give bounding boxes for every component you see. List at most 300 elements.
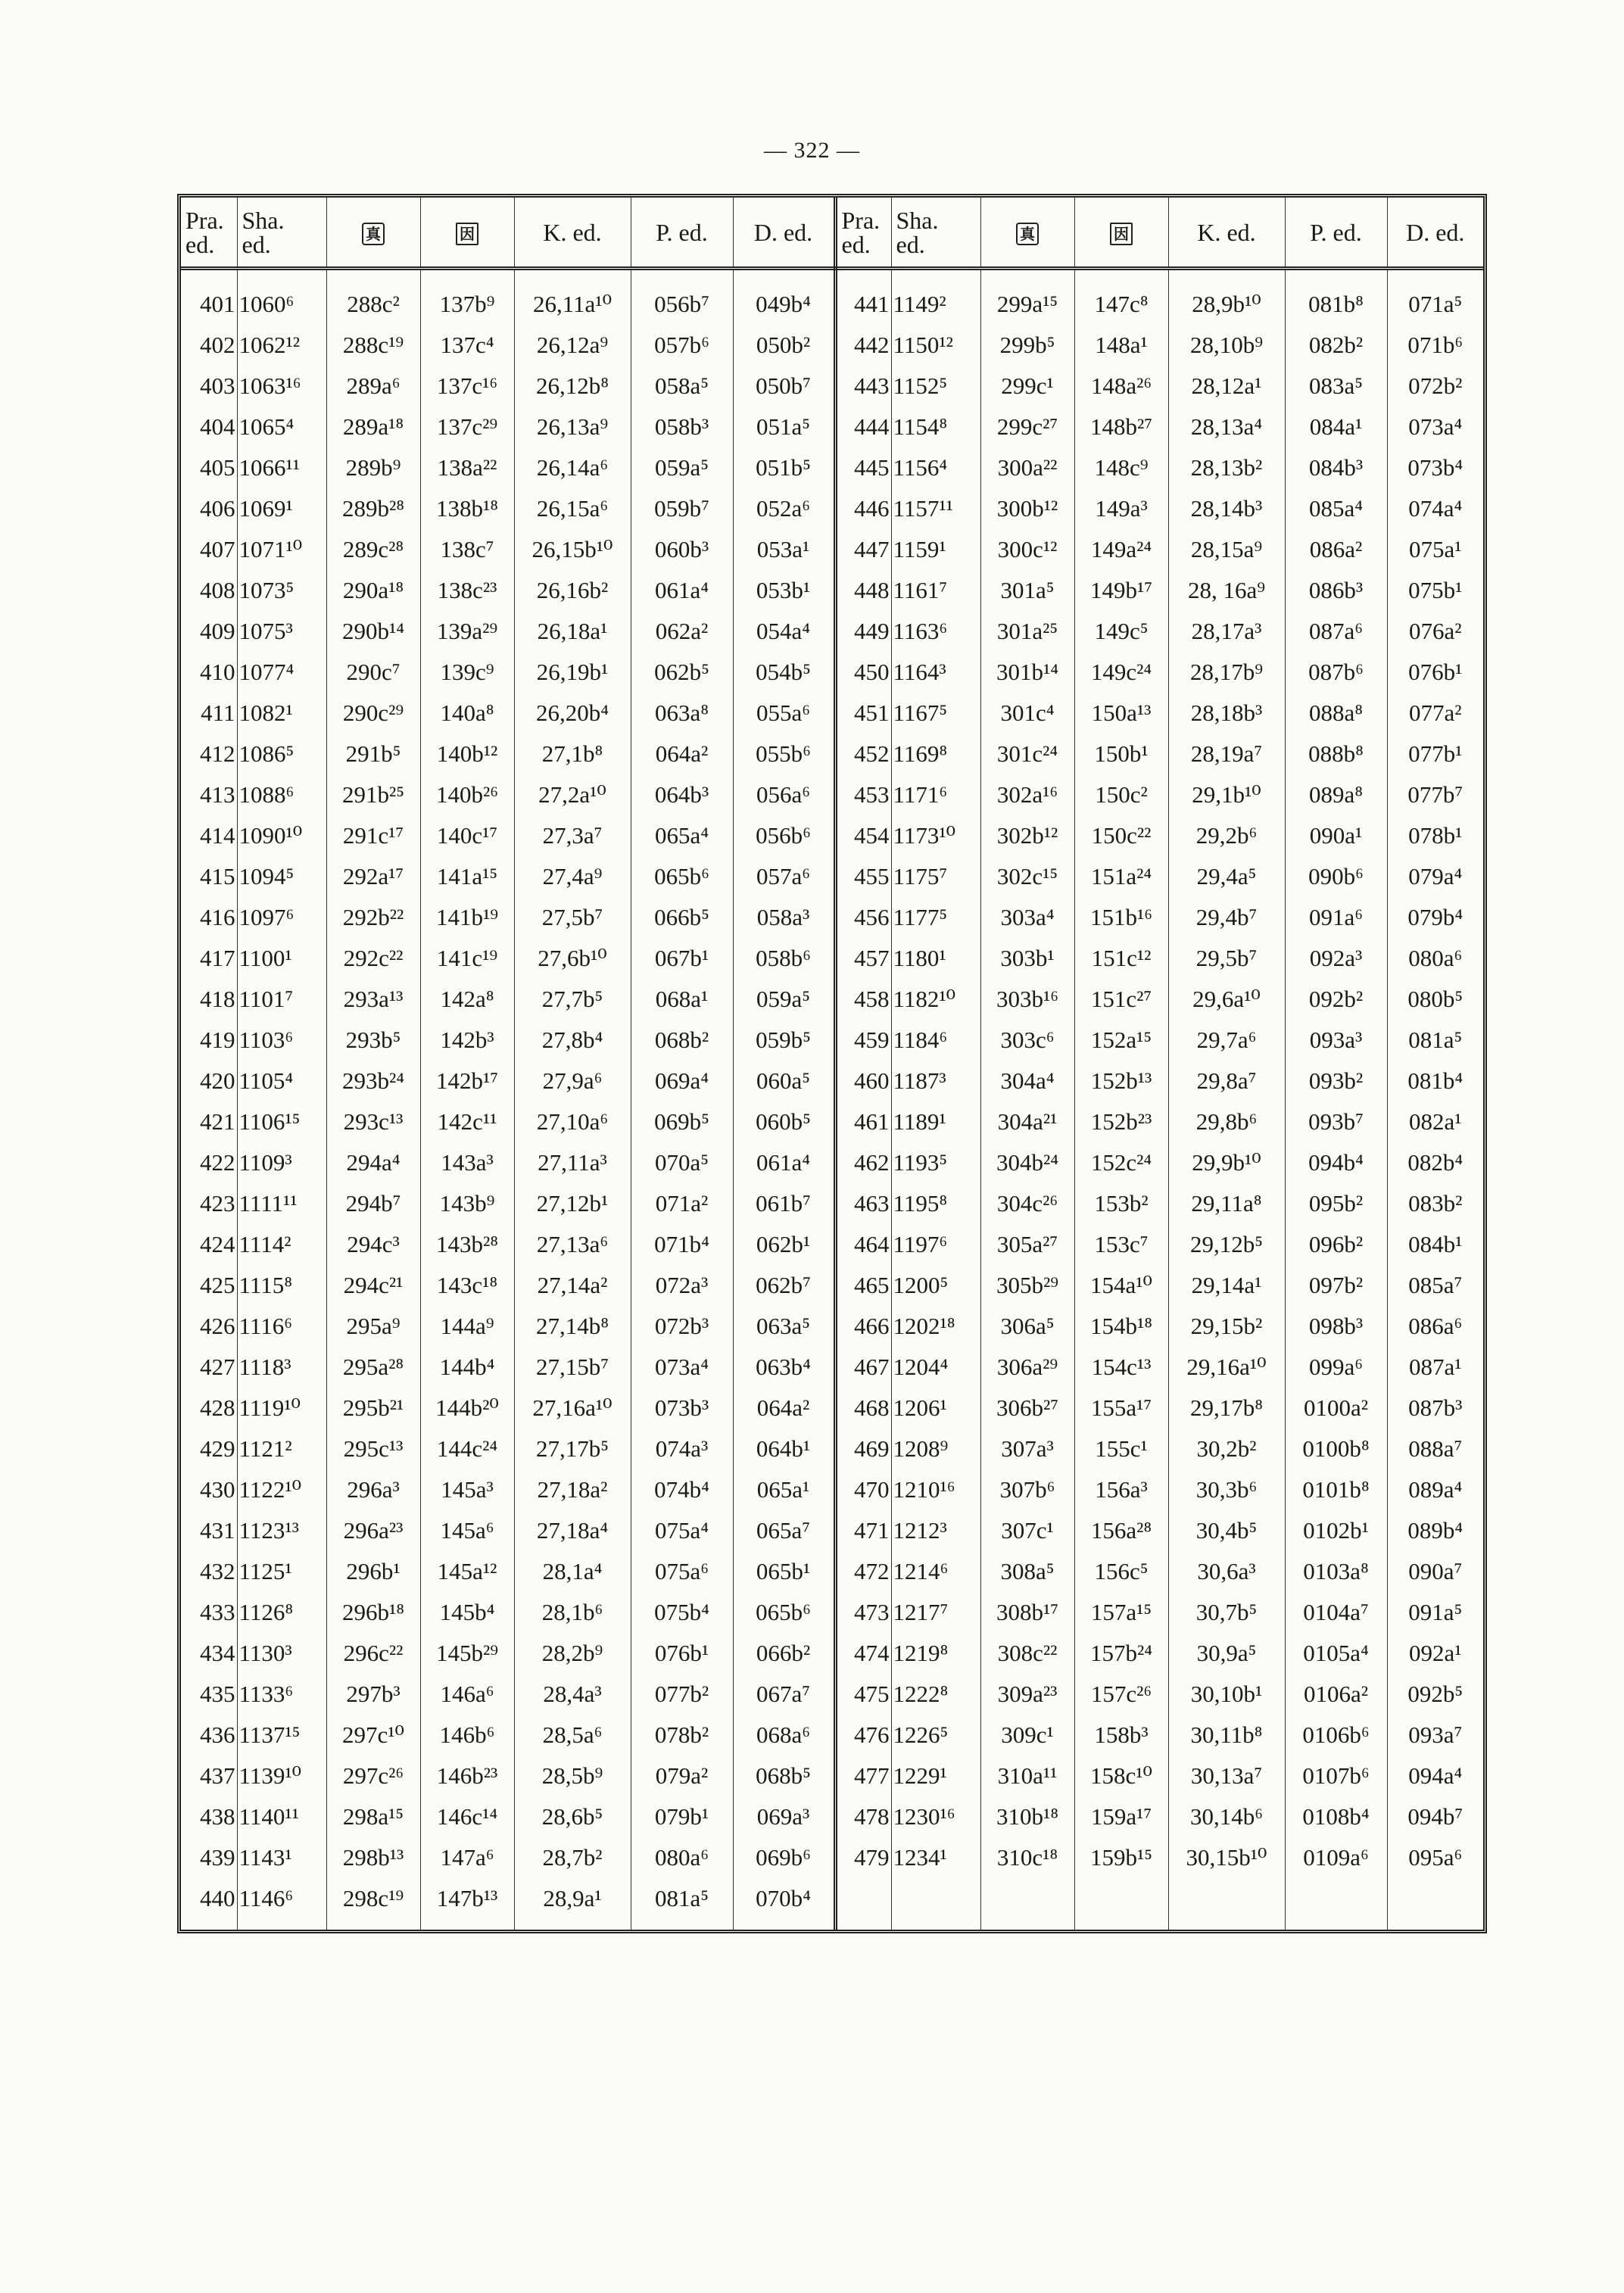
cell-left-k-ed: 27,8b⁴ bbox=[514, 1020, 631, 1061]
boxed-glyph-icon: 因 bbox=[456, 223, 478, 245]
cell-left-pra-ed: 409 bbox=[181, 611, 237, 652]
table-row bbox=[181, 1837, 1483, 1878]
cell-left-d-ed: 053a¹ bbox=[733, 529, 835, 570]
cell-right-d-ed: 088a⁷ bbox=[1408, 1435, 1463, 1462]
cell-right-p-ed: 0107b⁶ bbox=[1285, 1756, 1387, 1796]
cell-left-d-ed: 057a⁶ bbox=[733, 856, 835, 897]
cell-left-boxed-1: 290c⁷ bbox=[326, 652, 420, 693]
cell-left-p-ed: 074a³ bbox=[631, 1428, 733, 1469]
cell-left-d-ed: 056a⁶ bbox=[733, 774, 835, 815]
cell-right-p-ed: 088a⁸ bbox=[1285, 693, 1387, 734]
cell-right-boxed-1: 301c⁴ bbox=[980, 693, 1074, 734]
cell-right-pra-ed: 450 bbox=[835, 652, 891, 693]
cell-left-pra-ed: 410 bbox=[181, 652, 237, 693]
cell-left-p-ed: 058a⁵ bbox=[631, 366, 733, 407]
table-row bbox=[181, 1428, 1483, 1469]
cell-left-sha-ed: 1082¹ bbox=[237, 693, 326, 734]
cell-left-boxed-1: 297c¹⁰ bbox=[326, 1715, 420, 1756]
cell-right-k-ed: 28,13a⁴ bbox=[1168, 407, 1285, 447]
cell-left-boxed-1: 295a⁹ bbox=[326, 1306, 420, 1347]
cell-left-sha-ed: 1114² bbox=[237, 1224, 326, 1265]
cell-left-k-ed: 27,3a⁷ bbox=[514, 815, 631, 856]
cell-left-k-ed: 27,17b⁵ bbox=[514, 1428, 631, 1469]
cell-right-p-ed: 086b³ bbox=[1285, 570, 1387, 611]
cell-right-d-ed: 094b⁷ bbox=[1407, 1803, 1463, 1830]
cell-right-d-ed: 091a⁵ bbox=[1408, 1599, 1463, 1625]
cell-right-k-ed: 30,2b² bbox=[1168, 1428, 1285, 1469]
cell-left-boxed-2: 145b⁴ bbox=[420, 1592, 514, 1633]
concordance-table bbox=[181, 198, 1483, 1930]
cell-right-pra-ed: 460 bbox=[835, 1061, 891, 1101]
cell-left-p-ed: 062a² bbox=[631, 611, 733, 652]
cell-left-p-ed: 067b¹ bbox=[631, 938, 733, 979]
cell-left-pra-ed: 428 bbox=[181, 1388, 237, 1428]
cell-left-boxed-1: 295c¹³ bbox=[326, 1428, 420, 1469]
cell-left-pra-ed: 408 bbox=[181, 570, 237, 611]
cell-right-boxed-1: 303c⁶ bbox=[980, 1020, 1074, 1061]
cell-left-d-ed: 062b⁷ bbox=[733, 1265, 835, 1306]
table-row bbox=[181, 269, 1483, 326]
cell-right-sha-ed: 1164³ bbox=[891, 652, 980, 693]
cell-right-p-ed: 095b² bbox=[1285, 1183, 1387, 1224]
cell-right-sha-ed: 1154⁸ bbox=[891, 407, 980, 447]
cell-left-p-ed: 065b⁶ bbox=[631, 856, 733, 897]
page-number: — 322 — bbox=[764, 138, 860, 163]
cell-left-d-ed: 061b⁷ bbox=[733, 1183, 835, 1224]
cell-left-p-ed: 064a² bbox=[631, 734, 733, 774]
cell-left-pra-ed: 437 bbox=[181, 1756, 237, 1796]
cell-right-boxed-2: 152c²⁴ bbox=[1074, 1142, 1168, 1183]
cell-left-sha-ed: 1071¹⁰ bbox=[237, 529, 326, 570]
cell-right-pra-ed: 451 bbox=[835, 693, 891, 734]
cell-right-pra-ed: 456 bbox=[835, 897, 891, 938]
cell-right-boxed-2: 156a²⁸ bbox=[1074, 1510, 1168, 1551]
cell-left-sha-ed: 1073⁵ bbox=[237, 570, 326, 611]
cell-right-k-ed: 28,10b⁹ bbox=[1168, 325, 1285, 366]
cell-left-k-ed: 27,12b¹ bbox=[514, 1183, 631, 1224]
cell-left-sha-ed: 1094⁵ bbox=[237, 856, 326, 897]
cell-right-k-ed: 29,14a¹ bbox=[1168, 1265, 1285, 1306]
cell-right-d-ed: 095a⁶ bbox=[1408, 1844, 1463, 1871]
cell-left-boxed-2: 139a²⁹ bbox=[420, 611, 514, 652]
cell-left-boxed-1: 291b⁵ bbox=[326, 734, 420, 774]
cell-right-sha-ed: 1202¹⁸ bbox=[891, 1306, 980, 1347]
cell-right-sha-ed bbox=[891, 1878, 980, 1930]
cell-left-boxed-2: 138c²³ bbox=[420, 570, 514, 611]
cell-left-pra-ed: 419 bbox=[181, 1020, 237, 1061]
cell-left-d-ed: 063a⁵ bbox=[733, 1306, 835, 1347]
cell-right-boxed-1: 310b¹⁸ bbox=[980, 1796, 1074, 1837]
cell-right-sha-ed: 1150¹² bbox=[891, 325, 980, 366]
cell-left-boxed-2: 146c¹⁴ bbox=[420, 1796, 514, 1837]
cell-right-p-ed: 087b⁶ bbox=[1285, 652, 1387, 693]
cell-left-pra-ed: 426 bbox=[181, 1306, 237, 1347]
cell-right-pra-ed: 474 bbox=[835, 1633, 891, 1674]
cell-left-d-ed: 055a⁶ bbox=[733, 693, 835, 734]
cell-right-p-ed: 0100a² bbox=[1285, 1388, 1387, 1428]
cell-right-sha-ed: 1206¹ bbox=[891, 1388, 980, 1428]
cell-right-d-ed: 078b¹ bbox=[1408, 822, 1463, 849]
cell-left-p-ed: 072a³ bbox=[631, 1265, 733, 1306]
cell-right-k-ed: 29,4b⁷ bbox=[1168, 897, 1285, 938]
cell-left-pra-ed: 425 bbox=[181, 1265, 237, 1306]
header-p-ed: P. ed. bbox=[1285, 198, 1387, 269]
table-row bbox=[181, 1388, 1483, 1428]
cell-right-boxed-1: 303a⁴ bbox=[980, 897, 1074, 938]
cell-left-k-ed: 27,13a⁶ bbox=[514, 1224, 631, 1265]
cell-right-boxed-2: 155a¹⁷ bbox=[1074, 1388, 1168, 1428]
cell-right-sha-ed: 1182¹⁰ bbox=[891, 979, 980, 1020]
header-boxed-glyph-1 bbox=[980, 198, 1074, 269]
cell-left-sha-ed: 1123¹³ bbox=[237, 1510, 326, 1551]
cell-right-sha-ed: 1167⁵ bbox=[891, 693, 980, 734]
cell-right-d-ed: 077b⁷ bbox=[1407, 781, 1463, 808]
cell-left-boxed-1: 290c²⁹ bbox=[326, 693, 420, 734]
header-row bbox=[181, 198, 1483, 269]
cell-left-pra-ed: 404 bbox=[181, 407, 237, 447]
cell-right-d-ed: 071b⁶ bbox=[1407, 332, 1463, 358]
cell-right-k-ed: 28,14b³ bbox=[1168, 488, 1285, 529]
cell-left-boxed-1: 290b¹⁴ bbox=[326, 611, 420, 652]
cell-left-boxed-2: 138b¹⁸ bbox=[420, 488, 514, 529]
cell-left-pra-ed: 440 bbox=[181, 1878, 237, 1930]
cell-right-sha-ed: 1219⁸ bbox=[891, 1633, 980, 1674]
cell-left-boxed-1: 298b¹³ bbox=[326, 1837, 420, 1878]
cell-left-d-ed: 062b¹ bbox=[733, 1224, 835, 1265]
cell-left-k-ed: 26,15a⁶ bbox=[514, 488, 631, 529]
cell-right-boxed-2: 153b² bbox=[1074, 1183, 1168, 1224]
cell-left-p-ed: 077b² bbox=[631, 1674, 733, 1715]
header-boxed-glyph-2 bbox=[1074, 198, 1168, 269]
boxed-glyph-icon: 因 bbox=[1110, 223, 1133, 245]
cell-right-sha-ed: 1177⁵ bbox=[891, 897, 980, 938]
cell-right-boxed-2: 153c⁷ bbox=[1074, 1224, 1168, 1265]
cell-left-k-ed: 27,7b⁵ bbox=[514, 979, 631, 1020]
cell-left-boxed-2: 147a⁶ bbox=[420, 1837, 514, 1878]
table-row bbox=[181, 1551, 1483, 1592]
cell-right-k-ed: 30,4b⁵ bbox=[1168, 1510, 1285, 1551]
cell-left-pra-ed: 424 bbox=[181, 1224, 237, 1265]
cell-right-k-ed: 28,17a³ bbox=[1168, 611, 1285, 652]
cell-right-k-ed: 30,6a³ bbox=[1168, 1551, 1285, 1592]
cell-right-sha-ed: 1197⁶ bbox=[891, 1224, 980, 1265]
cell-left-pra-ed: 417 bbox=[181, 938, 237, 979]
cell-left-k-ed: 27,2a¹⁰ bbox=[514, 774, 631, 815]
cell-right-d-ed: 082b⁴ bbox=[1407, 1149, 1463, 1176]
cell-right-d-ed: 076b¹ bbox=[1408, 659, 1463, 685]
cell-right-pra-ed: 444 bbox=[835, 407, 891, 447]
cell-left-sha-ed: 1109³ bbox=[237, 1142, 326, 1183]
cell-right-boxed-1: 310c¹⁸ bbox=[980, 1837, 1074, 1878]
table-row bbox=[181, 774, 1483, 815]
table-row bbox=[181, 815, 1483, 856]
cell-left-pra-ed: 430 bbox=[181, 1469, 237, 1510]
cell-left-k-ed: 26,12a⁹ bbox=[514, 325, 631, 366]
cell-right-d-ed: 083b² bbox=[1408, 1190, 1463, 1217]
cell-right-boxed-2: 150c² bbox=[1074, 774, 1168, 815]
cell-right-k-ed: 29,15b² bbox=[1168, 1306, 1285, 1347]
cell-right-sha-ed: 1230¹⁶ bbox=[891, 1796, 980, 1837]
cell-left-sha-ed: 1116⁶ bbox=[237, 1306, 326, 1347]
cell-right-boxed-2: 148a¹ bbox=[1074, 325, 1168, 366]
cell-left-pra-ed: 429 bbox=[181, 1428, 237, 1469]
cell-right-k-ed: 30,14b⁶ bbox=[1168, 1796, 1285, 1837]
cell-left-pra-ed: 403 bbox=[181, 366, 237, 407]
cell-right-boxed-2: 149b¹⁷ bbox=[1074, 570, 1168, 611]
cell-right-p-ed: 092a³ bbox=[1285, 938, 1387, 979]
cell-right-boxed-1: 302b¹² bbox=[980, 815, 1074, 856]
cell-left-k-ed: 26,13a⁹ bbox=[514, 407, 631, 447]
table-row bbox=[181, 1756, 1483, 1796]
cell-left-boxed-2: 143b²⁸ bbox=[420, 1224, 514, 1265]
cell-left-p-ed: 064b³ bbox=[631, 774, 733, 815]
cell-left-p-ed: 071a² bbox=[631, 1183, 733, 1224]
cell-right-p-ed: 081b⁸ bbox=[1285, 269, 1387, 326]
cell-left-k-ed: 26,19b¹ bbox=[514, 652, 631, 693]
cell-right-d-ed: 075a¹ bbox=[1408, 536, 1462, 562]
cell-left-sha-ed: 1126⁸ bbox=[237, 1592, 326, 1633]
cell-right-pra-ed bbox=[835, 1878, 891, 1930]
cell-right-boxed-1: 305a²⁷ bbox=[980, 1224, 1074, 1265]
cell-left-pra-ed: 421 bbox=[181, 1101, 237, 1142]
table-row bbox=[181, 1878, 1483, 1930]
table-row bbox=[181, 734, 1483, 774]
cell-left-d-ed: 065b⁶ bbox=[733, 1592, 835, 1633]
cell-right-sha-ed: 1161⁷ bbox=[891, 570, 980, 611]
cell-right-pra-ed: 469 bbox=[835, 1428, 891, 1469]
cell-right-pra-ed: 443 bbox=[835, 366, 891, 407]
cell-right-boxed-2: 157a¹⁵ bbox=[1074, 1592, 1168, 1633]
cell-left-boxed-1: 294c³ bbox=[326, 1224, 420, 1265]
cell-left-boxed-1: 297c²⁶ bbox=[326, 1756, 420, 1796]
cell-left-k-ed: 27,18a² bbox=[514, 1469, 631, 1510]
cell-right-k-ed: 28,13b² bbox=[1168, 447, 1285, 488]
cell-right-boxed-2: 159a¹⁷ bbox=[1074, 1796, 1168, 1837]
cell-right-boxed-1: 306a⁵ bbox=[980, 1306, 1074, 1347]
cell-left-k-ed: 26,14a⁶ bbox=[514, 447, 631, 488]
cell-right-boxed-2: 148a²⁶ bbox=[1074, 366, 1168, 407]
cell-left-boxed-2: 139c⁹ bbox=[420, 652, 514, 693]
cell-right-pra-ed: 452 bbox=[835, 734, 891, 774]
cell-right-boxed-1: 304b²⁴ bbox=[980, 1142, 1074, 1183]
header-pra-ed: Pra. ed. bbox=[835, 198, 891, 269]
cell-left-k-ed: 27,18a⁴ bbox=[514, 1510, 631, 1551]
header-d-ed: D. ed. bbox=[733, 198, 835, 269]
cell-right-p-ed: 0106a² bbox=[1285, 1674, 1387, 1715]
cell-left-p-ed: 057b⁶ bbox=[631, 325, 733, 366]
cell-right-boxed-2: 147c⁸ bbox=[1074, 269, 1168, 326]
cell-left-boxed-1: 289b⁹ bbox=[326, 447, 420, 488]
cell-left-boxed-2: 144c²⁴ bbox=[420, 1428, 514, 1469]
cell-left-sha-ed: 1086⁵ bbox=[237, 734, 326, 774]
cell-left-k-ed: 27,5b⁷ bbox=[514, 897, 631, 938]
cell-left-boxed-2: 140b²⁶ bbox=[420, 774, 514, 815]
cell-right-k-ed: 28,15a⁹ bbox=[1168, 529, 1285, 570]
cell-left-boxed-1: 289a¹⁸ bbox=[326, 407, 420, 447]
cell-left-boxed-2: 140b¹² bbox=[420, 734, 514, 774]
cell-right-sha-ed: 1208⁹ bbox=[891, 1428, 980, 1469]
cell-right-p-ed: 090a¹ bbox=[1285, 815, 1387, 856]
cell-right-boxed-2: 154a¹⁰ bbox=[1074, 1265, 1168, 1306]
cell-left-sha-ed: 1106¹⁵ bbox=[237, 1101, 326, 1142]
cell-right-p-ed: 093b² bbox=[1285, 1061, 1387, 1101]
cell-left-d-ed: 070b⁴ bbox=[733, 1878, 835, 1930]
table-row bbox=[181, 693, 1483, 734]
cell-left-d-ed: 053b¹ bbox=[733, 570, 835, 611]
cell-left-boxed-2: 147b¹³ bbox=[420, 1878, 514, 1930]
cell-left-p-ed: 070a⁵ bbox=[631, 1142, 733, 1183]
cell-left-sha-ed: 1118³ bbox=[237, 1347, 326, 1388]
cell-right-p-ed: 087a⁶ bbox=[1285, 611, 1387, 652]
cell-right-boxed-2: 152a¹⁵ bbox=[1074, 1020, 1168, 1061]
cell-left-k-ed: 27,6b¹⁰ bbox=[514, 938, 631, 979]
cell-right-p-ed bbox=[1285, 1878, 1387, 1930]
boxed-glyph-icon: 真 bbox=[362, 223, 385, 245]
cell-right-boxed-1: 304a⁴ bbox=[980, 1061, 1074, 1101]
cell-right-k-ed: 29,17b⁸ bbox=[1168, 1388, 1285, 1428]
cell-right-p-ed: 088b⁸ bbox=[1285, 734, 1387, 774]
cell-right-d-ed: 090a⁷ bbox=[1408, 1558, 1463, 1584]
cell-left-pra-ed: 431 bbox=[181, 1510, 237, 1551]
cell-left-pra-ed: 407 bbox=[181, 529, 237, 570]
cell-left-boxed-1: 289a⁶ bbox=[326, 366, 420, 407]
cell-left-sha-ed: 1130³ bbox=[237, 1633, 326, 1674]
table-row bbox=[181, 938, 1483, 979]
cell-right-pra-ed: 467 bbox=[835, 1347, 891, 1388]
cell-right-boxed-1: 299b⁵ bbox=[980, 325, 1074, 366]
cell-left-k-ed: 26,12b⁸ bbox=[514, 366, 631, 407]
cell-right-k-ed: 29,8b⁶ bbox=[1168, 1101, 1285, 1142]
cell-right-p-ed: 085a⁴ bbox=[1285, 488, 1387, 529]
cell-left-boxed-2: 142c¹¹ bbox=[420, 1101, 514, 1142]
cell-left-boxed-2: 142a⁸ bbox=[420, 979, 514, 1020]
cell-left-boxed-2: 141b¹⁹ bbox=[420, 897, 514, 938]
cell-right-sha-ed: 1149² bbox=[891, 269, 980, 326]
cell-right-p-ed: 084a¹ bbox=[1285, 407, 1387, 447]
cell-left-sha-ed: 1137¹⁵ bbox=[237, 1715, 326, 1756]
cell-left-boxed-2: 142b³ bbox=[420, 1020, 514, 1061]
cell-right-boxed-1: 308b¹⁷ bbox=[980, 1592, 1074, 1633]
cell-left-boxed-2: 137c¹⁶ bbox=[420, 366, 514, 407]
cell-right-p-ed: 093b⁷ bbox=[1285, 1101, 1387, 1142]
cell-right-boxed-2: 158c¹⁰ bbox=[1074, 1756, 1168, 1796]
cell-left-pra-ed: 415 bbox=[181, 856, 237, 897]
cell-left-boxed-1: 297b³ bbox=[326, 1674, 420, 1715]
cell-left-p-ed: 066b⁵ bbox=[631, 897, 733, 938]
header-sha-ed: Sha. ed. bbox=[891, 198, 980, 269]
cell-right-k-ed: 29,5b⁷ bbox=[1168, 938, 1285, 979]
cell-right-pra-ed: 462 bbox=[835, 1142, 891, 1183]
table-row bbox=[181, 1306, 1483, 1347]
cell-right-boxed-1: 301a⁵ bbox=[980, 570, 1074, 611]
cell-left-d-ed: 050b² bbox=[733, 325, 835, 366]
table-row bbox=[181, 652, 1483, 693]
cell-left-boxed-1: 292b²² bbox=[326, 897, 420, 938]
cell-left-boxed-2: 145a¹² bbox=[420, 1551, 514, 1592]
table-row bbox=[181, 1183, 1483, 1224]
cell-left-p-ed: 080a⁶ bbox=[631, 1837, 733, 1878]
cell-left-p-ed: 069a⁴ bbox=[631, 1061, 733, 1101]
cell-left-boxed-2: 141c¹⁹ bbox=[420, 938, 514, 979]
cell-right-p-ed: 084b³ bbox=[1285, 447, 1387, 488]
cell-right-pra-ed: 476 bbox=[835, 1715, 891, 1756]
cell-right-d-ed: 079b⁴ bbox=[1407, 904, 1463, 930]
cell-right-sha-ed: 1175⁷ bbox=[891, 856, 980, 897]
cell-right-k-ed bbox=[1168, 1878, 1285, 1930]
cell-right-d-ed: 071a⁵ bbox=[1408, 291, 1463, 317]
cell-left-boxed-2: 146b⁶ bbox=[420, 1715, 514, 1756]
cell-left-d-ed: 065b¹ bbox=[733, 1551, 835, 1592]
cell-right-boxed-2 bbox=[1074, 1878, 1168, 1930]
table-row bbox=[181, 1715, 1483, 1756]
cell-left-boxed-1: 293a¹³ bbox=[326, 979, 420, 1020]
cell-right-sha-ed: 1234¹ bbox=[891, 1837, 980, 1878]
cell-right-pra-ed: 478 bbox=[835, 1796, 891, 1837]
cell-right-k-ed: 29,2b⁶ bbox=[1168, 815, 1285, 856]
cell-right-k-ed: 30,7b⁵ bbox=[1168, 1592, 1285, 1633]
cell-left-boxed-1: 298c¹⁹ bbox=[326, 1878, 420, 1930]
cell-right-d-ed: 081a⁵ bbox=[1408, 1027, 1463, 1053]
cell-right-d-ed: 081b⁴ bbox=[1407, 1067, 1463, 1094]
cell-left-boxed-2: 138a²² bbox=[420, 447, 514, 488]
cell-left-boxed-2: 137c⁴ bbox=[420, 325, 514, 366]
cell-right-pra-ed: 455 bbox=[835, 856, 891, 897]
table-row bbox=[181, 1796, 1483, 1837]
cell-left-k-ed: 28,5b⁹ bbox=[514, 1756, 631, 1796]
cell-right-boxed-1: 306b²⁷ bbox=[980, 1388, 1074, 1428]
cell-left-sha-ed: 1060⁶ bbox=[237, 269, 326, 326]
table-row bbox=[181, 325, 1483, 366]
cell-left-boxed-1: 290a¹⁸ bbox=[326, 570, 420, 611]
cell-right-sha-ed: 1157¹¹ bbox=[891, 488, 980, 529]
cell-left-sha-ed: 1133⁶ bbox=[237, 1674, 326, 1715]
cell-left-p-ed: 071b⁴ bbox=[631, 1224, 733, 1265]
cell-left-d-ed: 050b⁷ bbox=[733, 366, 835, 407]
table-row bbox=[181, 979, 1483, 1020]
cell-left-k-ed: 27,16a¹⁰ bbox=[514, 1388, 631, 1428]
cell-right-p-ed: 090b⁶ bbox=[1285, 856, 1387, 897]
cell-left-k-ed: 27,11a³ bbox=[514, 1142, 631, 1183]
cell-left-boxed-1: 296a³ bbox=[326, 1469, 420, 1510]
cell-left-boxed-1: 293b⁵ bbox=[326, 1020, 420, 1061]
cell-left-d-ed: 068a⁶ bbox=[733, 1715, 835, 1756]
cell-left-p-ed: 068a¹ bbox=[631, 979, 733, 1020]
cell-right-boxed-1: 307a³ bbox=[980, 1428, 1074, 1469]
cell-right-d-ed bbox=[1387, 1878, 1483, 1930]
cell-right-sha-ed: 1189¹ bbox=[891, 1101, 980, 1142]
cell-left-boxed-1: 296a²³ bbox=[326, 1510, 420, 1551]
cell-left-k-ed: 26,20b⁴ bbox=[514, 693, 631, 734]
cell-right-pra-ed: 447 bbox=[835, 529, 891, 570]
header-pra-ed: Pra. ed. bbox=[181, 198, 237, 269]
cell-right-boxed-1: 308a⁵ bbox=[980, 1551, 1074, 1592]
cell-left-p-ed: 078b² bbox=[631, 1715, 733, 1756]
table-row bbox=[181, 1061, 1483, 1101]
cell-left-sha-ed: 1100¹ bbox=[237, 938, 326, 979]
cell-right-boxed-1: 307c¹ bbox=[980, 1510, 1074, 1551]
cell-right-boxed-1: 299a¹⁵ bbox=[980, 269, 1074, 326]
cell-right-pra-ed: 446 bbox=[835, 488, 891, 529]
cell-right-boxed-2: 150c²² bbox=[1074, 815, 1168, 856]
cell-right-boxed-2: 148c⁹ bbox=[1074, 447, 1168, 488]
header-boxed-glyph-1 bbox=[326, 198, 420, 269]
cell-left-d-ed: 058a³ bbox=[733, 897, 835, 938]
cell-left-boxed-1: 296b¹ bbox=[326, 1551, 420, 1592]
cell-right-d-ed: 079a⁴ bbox=[1408, 863, 1463, 889]
cell-right-boxed-1: 301a²⁵ bbox=[980, 611, 1074, 652]
cell-left-pra-ed: 401 bbox=[181, 269, 237, 326]
cell-left-sha-ed: 1062¹² bbox=[237, 325, 326, 366]
